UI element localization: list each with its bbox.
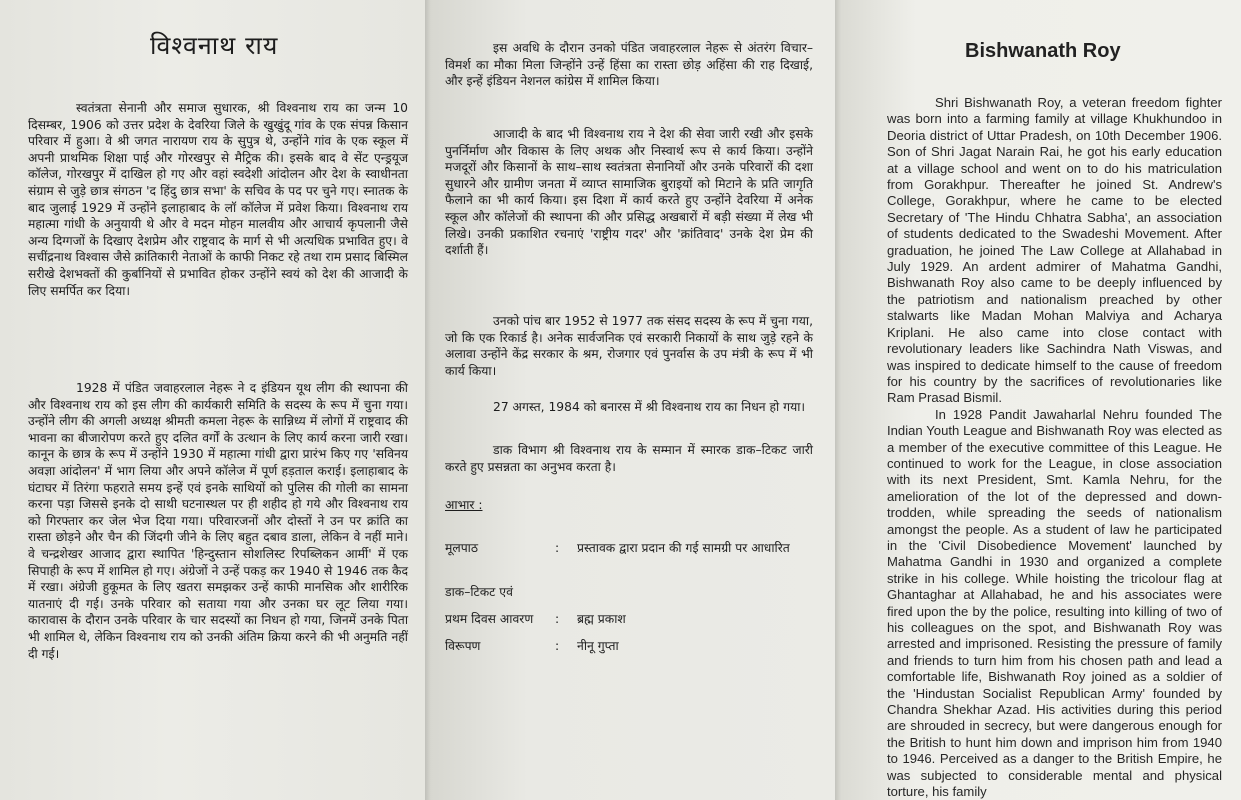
credit-value: ब्रह्म प्रकाश (577, 612, 626, 626)
credit-label: डाक–टिकट एवं (445, 585, 513, 599)
credit-value: नीनू गुप्ता (577, 639, 619, 653)
paragraph: डाक विभाग श्री विश्वनाथ राय के सम्मान में स्मारक डाक–टिकट जारी करते हुए प्रसन्नता का अनुभव करता है। (445, 443, 813, 474)
credit-label: प्रथम दिवस आवरण (445, 612, 534, 626)
english-right-page (835, 0, 1241, 800)
credit-colon: : (555, 639, 560, 653)
fold-shadow (835, 0, 841, 800)
paragraph: स्वतंत्रता सेनानी और समाज सुधारक, श्री विश्वनाथ राय का जन्म 10 दिसम्बर, 1906 को उत्तर प्रदेश के देवरिया जिले के खुखुंदू गांव के एक संपन्न किसान परिवार में हुआ। वे श्री जगत नारायण राय के सुपुत्र थे, उन्होंने गांव के एक स्कूल में अपनी प्राथमिक शिक्षा पाई और गोरखपुर से मैट्रिक की। इसके बाद वे सेंट एन्ड्रयूज कॉलेज, गोरखपुर में दाखिल हो गए और वहां स्वदेशी आंदोलन और देश के स्वाधीनता संग्राम से जुड़े छात्र संगठन 'द हिंदु छात्र सभा' के सचिव के पद पर चुने गए। स्नातक के बाद जुलाई 1929 में उन्होंने इलाहाबाद के लॉ कॉलेज में प्रवेश किया। विश्वनाथ राय महात्मा गांधी के अनुयायी थे और वे मदन मोहन मालवीय और आचार्य कृपलानी जैसे अन्य दिग्गजों के दिखाए देशप्रेम और राष्ट्रवाद के मार्ग से भी अत्यधिक प्रभावित हुए। वे सचींद्रनाथ विश्वास जैसे क्रांतिकारी नेताओं के काफी निकट रहे तथा राम प्रसाद बिस्मिल सरीखे देशभक्तों की कुर्बानियों से प्रभावित होकर उन्होंने स्वयं को देश की आजादी के लिए समर्पित कर दिया। (28, 101, 408, 298)
paragraph: इस अवधि के दौरान उनको पंडित जवाहरलाल नेहरू से अंतरंग विचार–विमर्श का मौका मिला जिन्होंने उन्हें हिंसा का रास्ता छोड़ अहिंसा की राह दिखाई, और इन्हें इंडियन नेशनल कांग्रेस में शामिल किया। (445, 41, 813, 89)
credit-label: विरूपण (445, 639, 481, 653)
paragraph: In 1928 Pandit Jawaharlal Nehru founded The Indian Youth League and Bishwanath Roy was elected as a member of the executive committee of this League. He continued to work for the League, in close association with its next President, Smt. Kamla Nehru, for the amelioration of the lot of the depressed and down-trodden, while spreading the seeds of nationalism amongst the people. As a student of law he participated in the 'Civil Disobedience Movement' launched by Mahatma Gandhi in 1930 and organized a complete strike in his college. While hoisting the tricolour flag at Ghantaghar at Allahabad, he and his associates were fired upon the by the police, resulting into killing of two of his colleagues on the spot, and Bishwanath Roy was arrested and imprisoned. Resisting the pressure of family and friends to turn him from his chosen path and lead a comfortable life, Bishwanath Roy joined as a soldier of the 'Hindustan Socialist Republican Army' founded by Chandra Shekhar Azad. His activities during this period are shrouded in secrecy, but were dangerous enough for the British to hunt him down and imprison him from 1940 to 1946. Perceived as a danger to the British Empire, he was subjected to considerable mental and physical torture, his family (887, 406, 1222, 800)
paragraph: आजादी के बाद भी विश्वनाथ राय ने देश की सेवा जारी रखी और इसके पुनर्निर्माण और विकास के लिए अथक और निस्वार्थ रूप से कार्य किया। उन्होंने मजदूरों और किसानों के साथ–साथ स्वतंत्रता सेनानियों और उनके परिवारों की दशा सुधारने और ग्रामीण जनता में व्याप्त सामाजिक बुराइयों को मिटाने के प्रति जागृति फैलाने का भी कार्य किया। इस दिशा में कार्य करते हुए उन्होंने देवरिया में अनेक स्कूल और कॉलेजों की स्थापना की और प्रसिद्ध अखबारों में बड़ी संख्या में लेख भी लिखे। उनकी प्रकाशित रचनाएं 'राष्ट्रीय गदर' और 'क्रांतिवाद' उनके देश प्रेम की दर्शाती हैं। (445, 127, 813, 258)
hindi-middle-page (425, 0, 835, 800)
acknowledgement-heading: आभार : (445, 498, 483, 512)
credit-value: प्रस्तावक द्वारा प्रदान की गई सामग्री पर आधारित (577, 541, 790, 555)
paragraph: Shri Bishwanath Roy, a veteran freedom fighter was born into a farming family at village Khukhundoo in Deoria district of Uttar Pradesh, on 10th December 1906. Son of Shri Jagat Narain Rai, he got his early education at a village school and went on to do his matriculation from Gorakhpur. Thereafter he joined St. Andrew's College, Gorakhpur, where he came to be elected Secretary of 'The Hindu Chhatra Sabha', an association of students dedicated to the Swadeshi Movement. After graduation, he joined The Law College at Allahabad in July 1929. An ardent admirer of Mahatma Gandhi, Bishwanath Roy also came to be deeply influenced by the patriotism and nationalism preached by other stalwarts like Madan Mohan Malviya and Acharya Kriplani. He also came into close contact with revolutionary leaders like Sachindra Nath Viswas, and was inspired to dedicate himself to the cause of freedom for his country by the sacrifices of revolutionaries like Ram Prasad Bismil. (887, 95, 1222, 406)
credit-colon: : (555, 612, 560, 626)
paragraph: 1928 में पंडित जवाहरलाल नेहरू ने द इंडियन यूथ लीग की स्थापना की और विश्वनाथ राय को इस लीग की कार्यकारी समिति के सदस्य के रूप में चुना गया। उन्होंने लीग की अगली अध्यक्ष श्रीमती कमला नेहरू के सान्निध्य में लोगों में राष्ट्रवाद की भावना का बीजारोपण करते हुए दलित वर्गों के उत्थान के लिए कार्य करना जारी रखा। कानून के छात्र के रूप में उन्होंने 1930 में महात्मा गांधी द्वारा प्रारंभ किए गए 'सविनय अवज्ञा आंदोलन' में भाग लिया और अपने कॉलेज में पूर्ण हड़ताल कराई। इलाहाबाद के घंटाघर में तिरंगा फहराते समय इन्हें एवं इनके साथियों को पुलिस की गोली का सामना करना पड़ा जिससे इनके दो साथी घटनास्थल पर ही शहीद हो गये और विश्वनाथ राय को गिरफ्तार कर जेल भेज दिया गया। परिवारजनों और दोस्तों ने उन पर क्रांति का रास्ता छोड़ने और चैन की जिंदगी जीने के लिए बहुत दबाव डाला, लेकिन वे नहीं माने। वे चन्द्रशेखर आजाद द्वारा स्थापित 'हिन्दुस्तान सोशलिस्ट रिपब्लिकन आर्मी' में एक सिपाही के रूप में शामिल हो गए। अंग्रेजों ने उन्हें पकड़ कर 1940 से 1946 तक कैद में रखा। अंग्रेजी हुकूमत के लिए खतरा समझकर उन्हें काफी मानसिक और शारीरिक यातनाएं दी गई। उनके परिवार को सताया गया और उनका घर लूट लिया गया। कारावास के दौरान उनके परिवार के चार सदस्यों का निधन हो गया, जिनमें उनके पिता भी शामिल थे, लेकिन विश्वनाथ राय को उनकी अंतिम क्रिया करने की भी अनुमति नहीं दी गई। (28, 381, 408, 661)
hindi-left-page (0, 0, 425, 800)
paragraph: 27 अगस्त, 1984 को बनारस में श्री विश्वनाथ राय का निधन हो गया। (493, 400, 806, 414)
page-title-hindi: विश्वनाथ राय (150, 31, 279, 60)
page-title-english: Bishwanath Roy (965, 40, 1121, 62)
english-text-block (887, 95, 1222, 800)
paragraph: उनको पांच बार 1952 से 1977 तक संसद सदस्य के रूप में चुना गया, जो कि एक रिकार्ड है। अनेक सार्वजनिक एवं सरकारी निकायों के साथ जुड़े रहने के अलावा उन्होंने केंद्र सरकार के श्रम, रोजगार एवं पुनर्वास के उप मंत्री के रूप में भी कार्य किया। (445, 314, 813, 378)
credit-colon: : (555, 541, 560, 555)
fold-shadow (425, 0, 431, 800)
credit-label: मूलपाठ (445, 541, 479, 555)
